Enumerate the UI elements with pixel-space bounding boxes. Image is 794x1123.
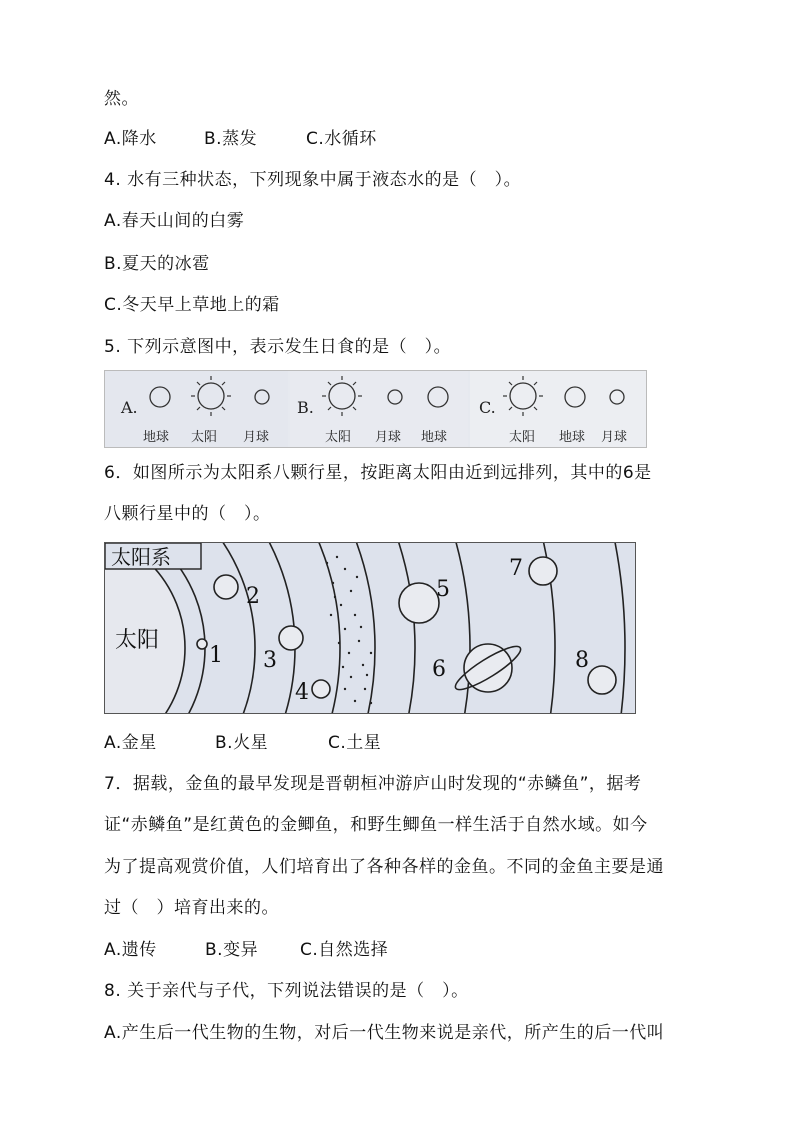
q3-option-b: B.蒸发 [204, 129, 258, 149]
q4-option-a: A.春天山间的白雾 [104, 211, 245, 231]
planet-8 [588, 666, 616, 694]
panel-a-letter: A. [121, 398, 138, 417]
label-moon: 月球 [375, 430, 402, 445]
number-5: 5 [436, 577, 450, 602]
q3-option-c: C.水循环 [306, 129, 377, 149]
q5-stem: 5. 下列示意图中，表示发生日食的是（ ）。 [104, 337, 452, 357]
number-4: 4 [295, 680, 309, 705]
q8-option-a: A.产生后一代生物的生物，对后一代生物来说是亲代，所产生的后一代叫 [104, 1023, 665, 1043]
q4-stem: 4. 水有三种状态，下列现象中属于液态水的是（ ）。 [104, 170, 522, 190]
q4-option-c: C.冬天早上草地上的霜 [104, 295, 280, 315]
line-continuation: 然。 [104, 89, 139, 109]
q3-options [104, 128, 377, 150]
q6-stem-2: 八颗行星中的（ ）。 [104, 504, 271, 524]
label-earth: 地球 [559, 430, 586, 445]
q3-option-a: A.降水 [104, 129, 157, 149]
planet-4 [312, 680, 330, 698]
q4-option-b: B.夏天的冰雹 [104, 254, 210, 274]
label-earth: 地球 [143, 430, 170, 445]
q7-stem-2: 证“赤鳞鱼”是红黄色的金鲫鱼，和野生鲫鱼一样生活于自然水域。如今 [104, 815, 648, 835]
q7-stem-3: 为了提高观赏价值，人们培育出了各种各样的金鱼。不同的金鱼主要是通 [104, 857, 664, 877]
q6-option-a: A.金星 [104, 733, 157, 753]
label-earth: 地球 [421, 430, 448, 445]
planet-1 [197, 639, 207, 649]
solar-system-figure [104, 542, 636, 714]
label-moon: 月球 [601, 430, 628, 445]
number-3: 3 [263, 648, 277, 673]
panel-c-letter: C. [479, 398, 496, 417]
q6-option-b: B.火星 [215, 733, 269, 753]
q7-stem-1: 7．据载，金鱼的最早发现是晋朝桓冲游庐山时发现的“赤鳞鱼”，据考 [104, 774, 642, 794]
q6-options [104, 732, 381, 754]
q6-stem-1: 6．如图所示为太阳系八颗行星，按距离太阳由近到远排列，其中的6是 [104, 463, 652, 483]
panel-b-letter: B. [297, 398, 314, 417]
number-1: 1 [209, 643, 223, 668]
q7-options [104, 939, 388, 961]
q7-option-a: A.遗传 [104, 940, 157, 960]
solar-title: 太阳系 [111, 545, 171, 569]
q7-stem-4: 过（ ）培育出来的。 [104, 898, 279, 918]
label-sun: 太阳 [509, 430, 536, 445]
q7-option-b: B.变异 [205, 940, 259, 960]
q8-stem: 8. 关于亲代与子代，下列说法错误的是（ ）。 [104, 981, 469, 1001]
label-sun: 太阳 [191, 430, 218, 445]
planet-3 [279, 626, 303, 650]
number-6: 6 [432, 657, 446, 682]
number-8: 8 [575, 648, 589, 673]
eclipse-figure [104, 370, 647, 448]
q6-option-c: C.土星 [328, 733, 382, 753]
planet-2 [214, 575, 238, 599]
q7-option-c: C.自然选择 [300, 940, 389, 960]
label-sun: 太阳 [325, 430, 352, 445]
planet-7 [529, 557, 557, 585]
number-7: 7 [509, 556, 523, 581]
planet-5 [399, 583, 439, 623]
number-2: 2 [246, 584, 260, 609]
sun-label: 太阳 [115, 628, 160, 653]
label-moon: 月球 [243, 430, 270, 445]
